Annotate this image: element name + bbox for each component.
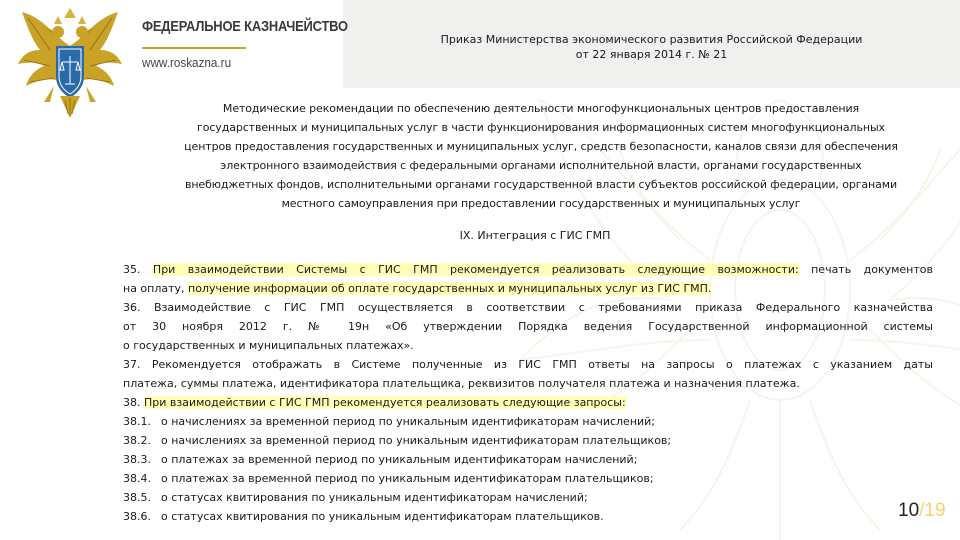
subitem-number: 38.6. <box>123 510 151 523</box>
paragraph-35-line <box>123 279 933 298</box>
subitem-38-5 <box>123 488 933 507</box>
subitem-38-2 <box>123 431 933 450</box>
highlighted-text: получение информации об оплате государственных и муниципальных услуг из ГИС ГМП. <box>188 282 712 295</box>
brand-url-link[interactable]: www.roskazna.ru <box>142 55 232 70</box>
recommendations-line: Методические рекомендации по обеспечению деятельности многофункциональных центров предоставления <box>222 102 860 115</box>
brand-title: ФЕДЕРАЛЬНОЕ КАЗНАЧЕЙСТВО <box>142 18 348 35</box>
subitem-38-3 <box>123 450 933 469</box>
order-line: от 22 января 2014 г. № 21 <box>575 48 728 61</box>
subitem-text: о статусах квитирования по уникальным идентификаторам плательщиков. <box>161 510 604 523</box>
item-number: 38. <box>123 396 141 409</box>
section-title: IX. Интеграция с ГИС ГМП <box>459 229 611 242</box>
paragraph-37-line: платежа, суммы платежа, идентификатора плательщика, реквизитов получателя платежа и назначения платежа. <box>123 377 800 390</box>
paragraph-36-line: 36. Взаимодействие с ГИС ГМП осуществляется в соответствии с требованиями приказа Федерального казначейства <box>123 301 933 314</box>
recommendations-title <box>118 99 960 213</box>
recommendations-line: местного самоуправления при предоставлении государственных и муниципальных услуг <box>281 197 801 210</box>
paragraph-37-line: 37. Рекомендуется отображать в Системе полученные из ГИС ГМП ответы на запросы о платежах с указанием даты <box>123 358 933 371</box>
paragraph-35-line <box>123 260 933 279</box>
order-reference <box>343 32 960 62</box>
recommendations-line: электронного взаимодействия с федеральными органами исполнительной власти, органами государственных <box>220 159 862 172</box>
subitem-text: о платежах за временной период по уникальным идентификаторам плательщиков; <box>161 472 654 485</box>
page-indicator <box>898 500 946 522</box>
highlighted-text: При взаимодействии Системы с ГИС ГМП рекомендуется реализовать следующие возможности: <box>152 263 799 276</box>
subitem-text: о статусах квитирования по уникальным идентификаторам начислений; <box>161 491 588 504</box>
paragraph-38-line <box>123 393 933 412</box>
document-body <box>123 260 933 526</box>
subitem-number: 38.4. <box>123 472 151 485</box>
recommendations-line: государственных и муниципальных услуг в части функционирования информационных систем многофункциональных <box>197 121 885 134</box>
subitem-38-1 <box>123 412 933 431</box>
item-number: 35. <box>123 263 141 276</box>
recommendations-line: внебюджетных фондов, исполнительными органами государственной власти субъектов российской федерации, органами <box>184 178 898 191</box>
paragraph-text: печать документов <box>811 263 933 276</box>
subitem-text: о платежах за временной период по уникальным идентификаторам начислений; <box>161 453 638 466</box>
subitem-38-6 <box>123 507 933 526</box>
recommendations-line: центров предоставления государственных и муниципальных услуг, средств безопасности, каналов связи для обеспечения <box>184 140 898 153</box>
brand-divider <box>142 47 246 49</box>
order-line: Приказ Министерства экономического развития Российской Федерации <box>440 33 863 46</box>
current-page: 10 <box>898 500 920 521</box>
paragraph-36-line: от 30 ноября 2012 г. № 19н «Об утверждении Порядка ведения Государственной информационной системы <box>123 320 933 333</box>
treasury-eagle-emblem-icon <box>14 6 126 124</box>
subitem-number: 38.2. <box>123 434 151 447</box>
subitem-text: о начислениях за временной период по уникальным идентификаторам плательщиков; <box>161 434 672 447</box>
subitem-number: 38.3. <box>123 453 151 466</box>
subitem-number: 38.1. <box>123 415 151 428</box>
total-pages: /19 <box>919 500 946 521</box>
subitem-text: о начислениях за временной период по уникальным идентификаторам начислений; <box>161 415 656 428</box>
highlighted-text: При взаимодействии с ГИС ГМП рекомендуется реализовать следующие запросы: <box>144 396 626 409</box>
paragraph-36-line: о государственных и муниципальных платежах». <box>123 339 414 352</box>
subitem-number: 38.5. <box>123 491 151 504</box>
paragraph-text: на оплату, <box>123 282 185 295</box>
subitem-38-4 <box>123 469 933 488</box>
